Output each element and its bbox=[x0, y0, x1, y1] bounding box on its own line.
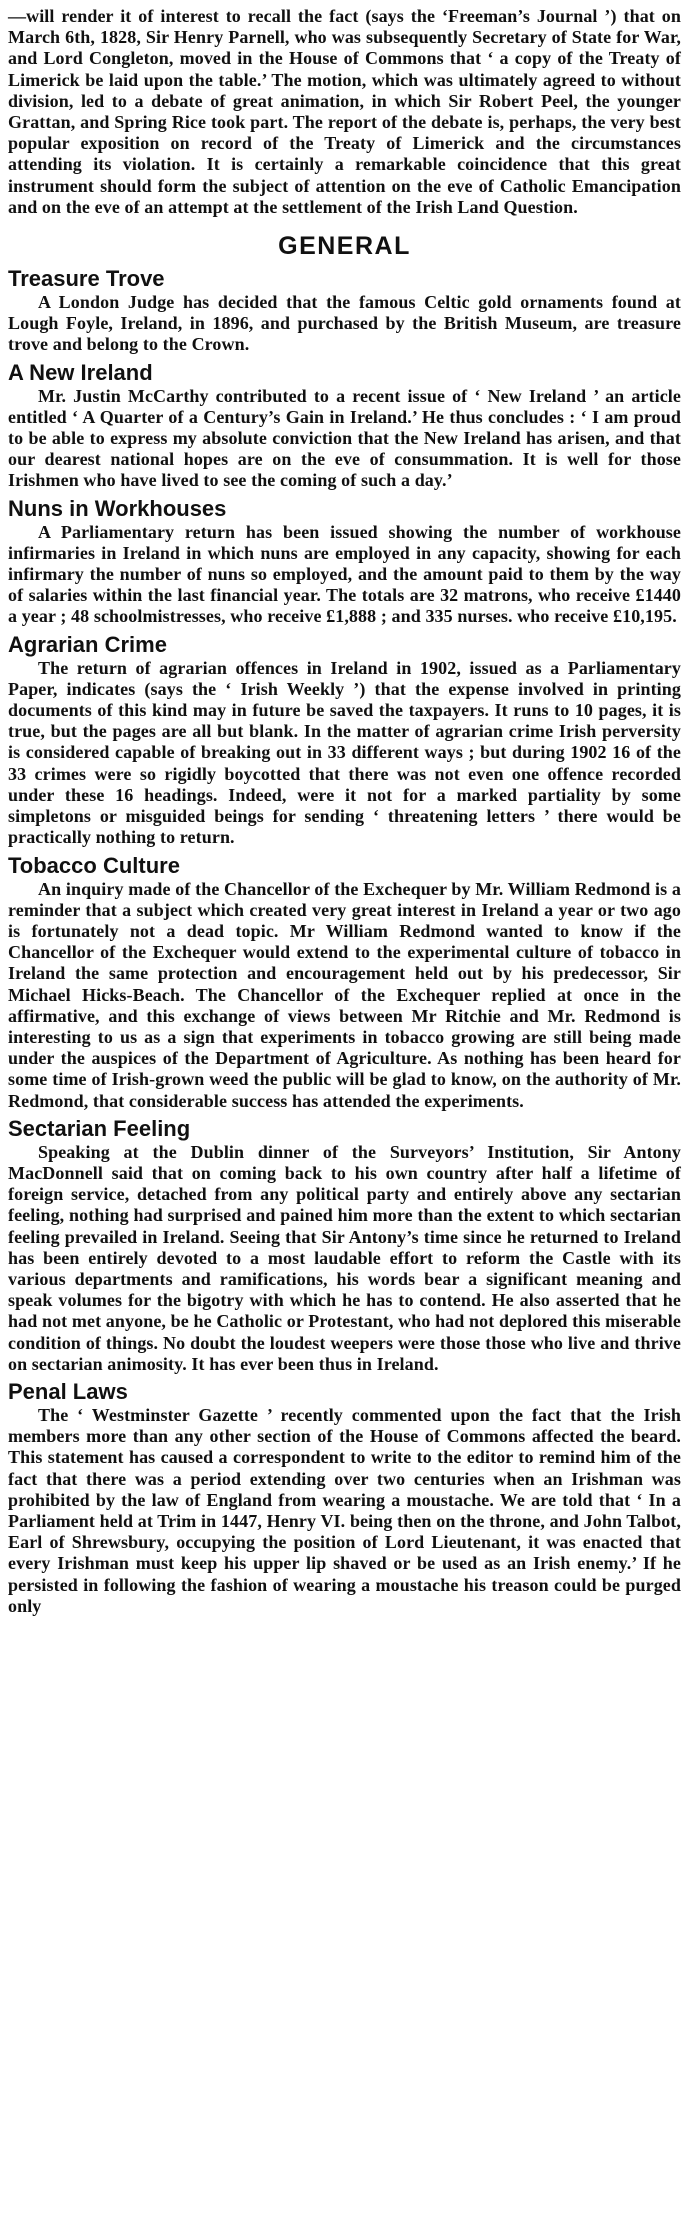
article-body: An inquiry made of the Chancellor of the Exchequer by Mr. William Redmond is a reminder that a subject which created very great interest in Ireland a year or two ago is fortunately not a dead topic. Mr William Redmond wanted to know if the Chancellor of the Exchequer would extend to the experimental culture of tobacco in Ireland the same protection and encouragement held out by his predecessor, Sir Michael Hicks-Beach. The Chancellor of the Exchequer replied at once in the affirmative, and this exchange of views between Mr Ritchie and Mr. Redmond is interesting to us as a sign that experiments in tobacco growing are still being made under the auspices of the Department of Agriculture. As nothing has been heard for some time of Irish-grown weed the public will be glad to know, on the authority of Mr. Redmond, that considerable success has attended the experiments. bbox=[8, 878, 681, 1111]
article-agrarian-crime bbox=[8, 631, 681, 849]
article-body: Mr. Justin McCarthy contributed to a recent issue of ‘ New Ireland ’ an article entitled ‘ A Quarter of a Century’s Gain in Ireland.’ He thus concludes : ‘ I am proud to be able to express my absolute conviction that the New Ireland has arisen, and that our dearest national hopes are on the eve of consummation. It is well for those Irishmen who have lived to see the coming of such a day.’ bbox=[8, 385, 681, 491]
article-body: The ‘ Westminster Gazette ’ recently commented upon the fact that the Irish members more than any other section of the House of Commons affected the beard. This statement has caused a correspondent to write to the editor to remind him of the fact that there was a period extending over two centuries when an Irishman was prohibited by the law of England from wearing a moustache. We are told that ‘ In a Parliament held at Trim in 1447, Henry VI. being then on the throne, and John Talbot, Earl of Shrewsbury, occupying the position of Lord Lieutenant, it was enacted that every Irishman must keep his upper lip shaved or be used as an Irish enemy.’ If he persisted in following the fashion of wearing a moustache his treason could be purged only bbox=[8, 1404, 681, 1616]
intro-paragraph: —will render it of interest to recall the fact (says the ‘Freeman’s Journal ’) that on March 6th, 1828, Sir Henry Parnell, who was subsequently Secretary of State for War, and Lord Congleton, moved in the House of Commons that ‘ a copy of the Treaty of Limerick be laid upon the table.’ The motion, which was ultimately agreed to without division, led to a debate of great animation, in which Sir Robert Peel, the younger Grattan, and Spring Rice took part. The report of the debate is, perhaps, the very best popular exposition on record of the Treaty of Limerick and the circumstances attending its violation. It is certainly a remarkable coincidence that this great instrument should form the subject of attention on the eve of Catholic Emancipation and on the eve of an attempt at the settlement of the Irish Land Question. bbox=[8, 6, 681, 217]
article-treasure-trove bbox=[8, 265, 681, 356]
article-heading: Tobacco Culture bbox=[8, 852, 180, 878]
article-heading: Penal Laws bbox=[8, 1378, 128, 1404]
article-heading: A New Ireland bbox=[8, 359, 153, 385]
article-sectarian-feeling bbox=[8, 1115, 681, 1375]
article-tobacco-culture bbox=[8, 852, 681, 1112]
article-body: A London Judge has decided that the famous Celtic gold ornaments found at Lough Foyle, Ireland, in 1896, and purchased by the British Museum, are treasure trove and belong to the Crown. bbox=[8, 292, 681, 355]
section-title: GENERAL bbox=[278, 232, 411, 261]
article-body: A Parliamentary return has been issued showing the number of workhouse infirmaries in Ireland in which nuns are employed in any capacity, showing for each infirmary the number of nuns so employed, and the amount paid to them by the way of salaries within the last financial year. The totals are 32 matrons, who receive £1440 a year ; 48 schoolmistresses, who receive £1,888 ; and 335 nurses. who receive £10,195. bbox=[8, 521, 681, 627]
article-heading: Nuns in Workhouses bbox=[8, 495, 227, 521]
article-heading: Agrarian Crime bbox=[8, 631, 167, 657]
article-body: Speaking at the Dublin dinner of the Surveyors’ Institution, Sir Antony MacDonnell said that on coming back to his own country after half a lifetime of foreign service, detached from any political party and entirely above any sectarian feeling, nothing had surprised and pained him more than the extent to which sectarian feeling prevailed in Ireland. Seeing that Sir Antony’s time since he returned to Ireland has been entirely devoted to a most laudable effort to reform the Castle with its various departments and ramifications, his words bear a significant meaning and speak volumes for the bigotry with which he has to contend. He also asserted that he had not met anyone, be he Catholic or Protestant, who had not deplored this miserable condition of things. No doubt the loudest weepers were those those who live and thrive on sectarian animosity. It has ever been thus in Ireland. bbox=[8, 1141, 681, 1374]
article-nuns-in-workhouses bbox=[8, 495, 681, 628]
article-penal-laws bbox=[8, 1378, 681, 1617]
article-a-new-ireland bbox=[8, 359, 681, 492]
article-heading: Treasure Trove bbox=[8, 266, 165, 292]
article-body: The return of agrarian offences in Ireland in 1902, issued as a Parliamentary Paper, indicates (says the ‘ Irish Weekly ’) that the expense involved in printing documents of this kind may in future be saved the taxpayers. It runs to 10 pages, it is true, but the pages are all but blank. In the matter of agrarian crime Irish perversity is considered capable of breaking out in 33 different ways ; but during 1902 16 of the 33 crimes were so rigidly boycotted that there was not even one offence recorded under these 16 headings. Indeed, were it not for a marked partiality by some simpletons or misguided beings for sending ‘ threatening letters ’ there would be practically nothing to return. bbox=[8, 657, 681, 848]
article-heading: Sectarian Feeling bbox=[8, 1115, 191, 1141]
